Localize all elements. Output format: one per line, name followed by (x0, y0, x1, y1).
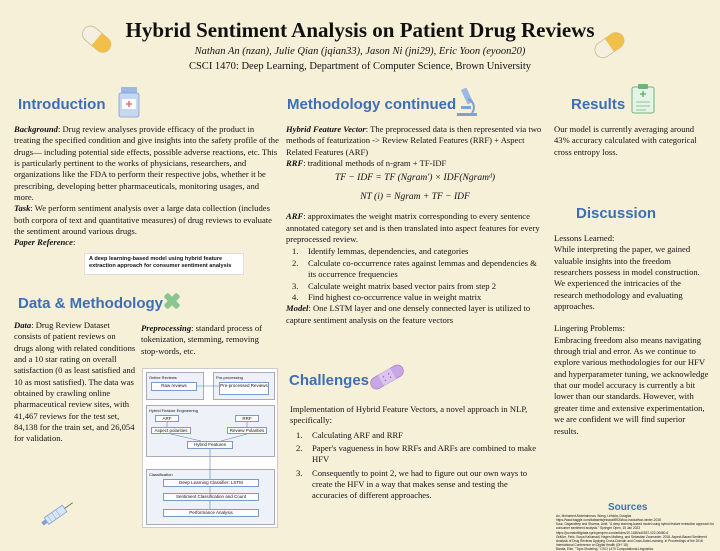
methodology-continued-heading: Methodology continued (287, 96, 457, 113)
pill-icon (586, 22, 634, 70)
list-item: 1. Calculating ARF and RRF (296, 429, 403, 440)
flow-classification: Classification (146, 469, 275, 525)
source-line: https://journalofbigdata.springeropen.com/articles/10.1186/s40537-022-00680-6 (556, 530, 669, 535)
arf-text: : approximates the weight matrix corresponding to every sentence annotated category set and is then translated into aspect features for every preprocessed review. (286, 211, 540, 245)
introduction-heading: Introduction (18, 96, 106, 113)
background-text: : Drug review analyses provide efficacy of the product in treating the specified condition and give insights into the safety profile of the drugs— including potential side effects, possible adverse reactions, etc. This is particularly pertinent to the works of physicians, researchers, and organizations like the FDA to perform their respective jobs, whether it be prescribing, developing better pharmaceuticals, monitoring usages, and more. (14, 124, 279, 203)
sources-heading: Sources (608, 502, 648, 513)
flow-arrows (143, 369, 279, 529)
data-text: : Drug Review Dataset consists of patient reviews on drugs along with related conditions and a 10 star rating on overall satisfaction (0 as least satisfied and 10 as most satisfied). The data was obtained by crawling online pharmaceutical review sites, with 41,467 reviews for the test set, 84,138 for the train set, and 26,054 for validation. (14, 320, 136, 444)
hfv-paragraph (286, 124, 544, 158)
flow-rrf: RRF (235, 415, 259, 422)
sources-list (556, 514, 714, 551)
list-item: 2. Calculate co-occurrence rates against lemmas and dependencies & its occurrence frequencies (292, 257, 537, 280)
source-line: Kaur, Gagandeep and Sharma, Amit. "A deep learning-based model using hybrid feature extraction approach for consumer sentiment analysis." Springer Open, 15 Jan 2023 (556, 522, 714, 531)
challenges-list (290, 430, 538, 502)
poster-title: Hybrid Sentiment Analysis on Patient Drug Reviews (125, 18, 595, 42)
introduction-body (14, 124, 279, 249)
flow-review-polarities: Review Polarities (227, 427, 267, 434)
lingering-text: Embracing freedom also means navigating through trial and error. As we continue to explore various methodologies for our HFV and hyperparameter tuning, we acknowledge that our model accuracy is currently a bit lower than our standards. However, with greater time and extensive experimentation, we are confident we will find superior results. (554, 334, 709, 436)
lessons-title: Lessons Learned: (554, 233, 615, 243)
model-paragraph (286, 303, 544, 326)
flow-preprocessing: Pre-processing (213, 372, 275, 400)
data-label: Data (14, 320, 32, 330)
medical-clipboard-icon (628, 83, 658, 115)
rrf-label: RRF (286, 158, 304, 169)
background-label: Background (14, 124, 58, 134)
flow-performance-analysis: Performance Analysis (163, 509, 259, 517)
bandage-icon (366, 360, 408, 394)
data-methodology-heading: Data & Methodology (18, 295, 163, 312)
results-heading: Results (571, 96, 626, 113)
pill-icon (72, 16, 120, 64)
formula-tf-idf: TF − IDF = TF (Ngram') × IDF(Ngramᵈ) (334, 173, 496, 184)
flow-preprocessed-reviews: Pre-processed Reviews (219, 382, 269, 395)
syringe-icon (36, 496, 80, 530)
rrf-paragraph (286, 158, 544, 169)
discussion-body (554, 233, 710, 437)
arf-steps (286, 246, 544, 303)
methodology-flowchart (142, 368, 278, 528)
flow-hybrid-features: Hybrid Features (187, 441, 233, 449)
preprocessing-text: : standard process of tokenization, stemming, removing stop-words, etc. (141, 323, 263, 356)
flow-arf: ARF (155, 415, 179, 422)
poster-affiliation: CSCI 1470: Deep Learning, Department of Computer Science, Brown University (188, 61, 532, 72)
challenges-intro: Implementation of Hybrid Feature Vectors, a novel approach in NLP, specifically: (290, 404, 528, 426)
flow-raw-reviews: Raw reviews (151, 382, 197, 391)
source-line: An, Mohamed Abdelrahman, Wang, Lehtola, Douglas (556, 514, 632, 518)
cross-icon (161, 290, 183, 312)
source-line: https://www.kaggle.com/datasets/jessicali9530/kuc-hackathon-winter-2018 (556, 518, 661, 523)
paper-reference-label: Paper Reference (14, 237, 73, 248)
results-text: Our model is currently averaging around 43% accuracy calculated with categorical cross entropy loss. (554, 124, 697, 157)
flow-sentiment-classification: Sentiment Classification and Count (163, 493, 259, 501)
list-item: 3. Consequently to point 2, we had to figure out our own ways to create the HFV in a way that makes sense and testing the accuracies of different approaches. (296, 467, 528, 501)
methodology-continued-body (286, 124, 544, 326)
list-item: 4. Find highest co-occurrence value in weight matrix (292, 291, 482, 302)
paper-reference-title: A deep learning-based model using hybrid feature extraction approach for consumer sentiment analysis (89, 256, 232, 269)
arf-paragraph (286, 211, 544, 245)
arf-label: ARF (286, 211, 304, 222)
list-item: 1. Identify lemmas, dependencies, and categories (292, 246, 469, 257)
discussion-heading: Discussion (576, 205, 657, 222)
flow-online-reviews: Online Reviews (146, 372, 204, 400)
preprocessing-label: Preprocessing (141, 323, 192, 333)
challenges-heading: Challenges (289, 372, 370, 389)
rrf-text: : traditional methods of n-gram + TF-IDF (303, 158, 447, 169)
lessons-text: While interpreting the paper, we gained valuable insights into the freedom researchers possess in model construction. We experienced the intricacies of the research methodology and evaluating approaches. (554, 244, 700, 312)
microscope-icon (452, 84, 482, 118)
preprocessing-body (141, 323, 276, 357)
lingering-title: Lingering Problems: (554, 323, 625, 334)
paper-reference-colon: : (72, 237, 76, 248)
source-line: Gräßer, Felix, Surya Kallumadi, Hagen Malberg, and Sebastian Zaunseder. 2018. Aspect-Based Sentiment Analysis of Drug Reviews Applying Cross-Domain and Cross-Data Learning. In Proceedings of the 2018 International Conference on Digital Health (DH '18). (556, 534, 707, 548)
paper-reference-image (84, 253, 244, 275)
list-item: 3. Calculate weight matrix based vector pairs from step 2 (292, 280, 497, 291)
poster-authors: Nathan An (nzan), Julie Qian (jqian33), Jason Ni (jni29), Eric Yoon (eyoon20) (194, 46, 526, 57)
pill-bottle-icon (116, 85, 142, 119)
task-label: Task (14, 203, 31, 214)
flow-hybrid-fe: Hybrid Feature Engineering (146, 405, 275, 457)
model-label: Model (286, 303, 309, 314)
model-text: : One LSTM layer and one densely connected layer is utilized to capture sentiment analysis on the feature vectors (286, 303, 531, 325)
hfv-label: Hybrid Feature Vector (286, 124, 366, 134)
flow-dl-classifier: Deep Learning Classifier: LSTM (163, 479, 259, 487)
challenges-body (290, 404, 538, 502)
source-line: Bardia, Elke. "Topic Modeling." CSCI 1470 Computational Linguistics. (556, 547, 654, 551)
data-body (14, 320, 136, 445)
formula-nt: NT (i) = Ngram + TF − IDF (360, 191, 470, 202)
list-item: 2. Paper's vagueness in how RRFs and ARFs are combined to make HFV (296, 443, 537, 465)
task-text: : We perform sentiment analysis over a large data collection (includes both corpora of text and quantitative measures) of drug reviews to evaluate the sentiment around various drugs. (14, 203, 272, 237)
hfv-text: : The preprocessed data is then represented via two methods of featurization -> Review Related Features (RRF) + Aspect Related Features (ARF) (286, 124, 542, 157)
flow-aspect-polarities: Aspect polarities (151, 427, 191, 434)
